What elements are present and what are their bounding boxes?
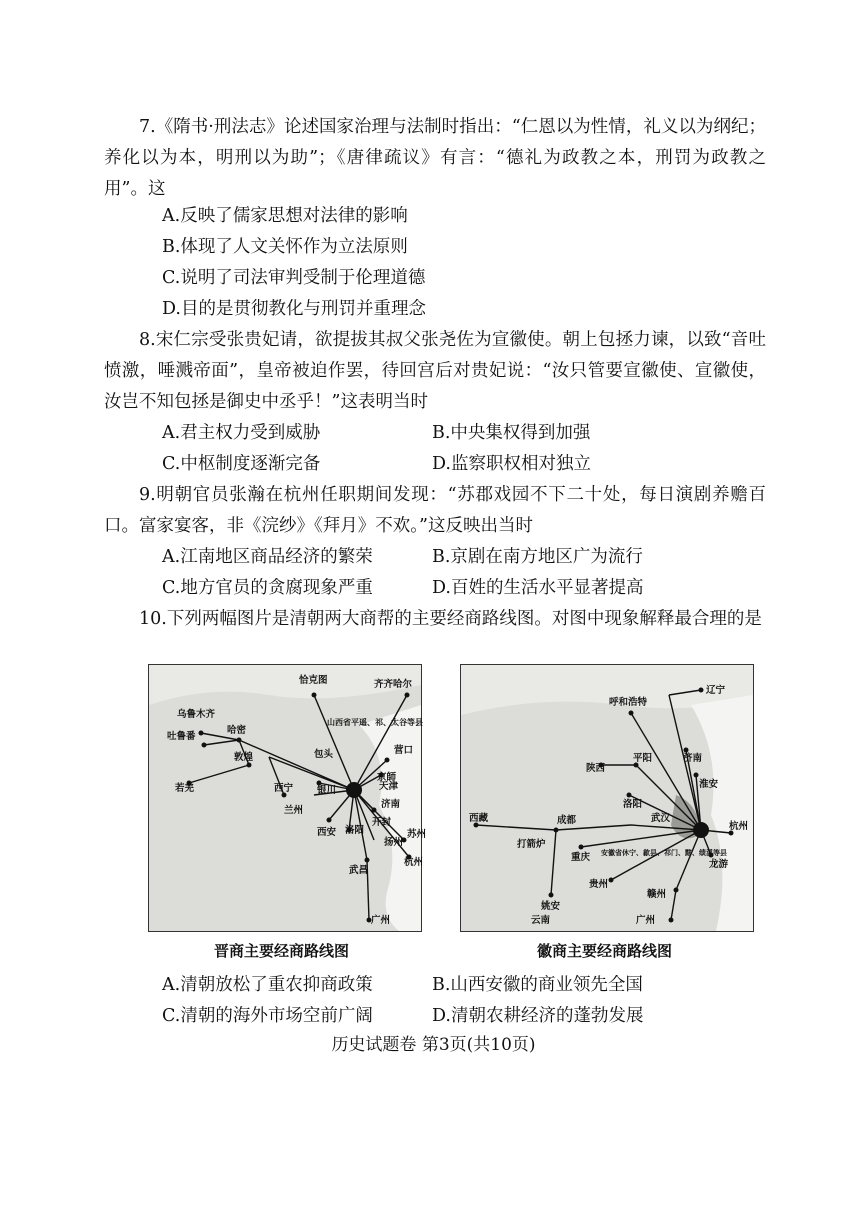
map-label: 山西省平遥、祁、太谷等县 — [327, 718, 423, 727]
q7-option-a[interactable]: A.反映了儒家思想对法律的影响 — [162, 206, 408, 226]
q9-option-d[interactable]: D.百姓的生活水平显著提高 — [432, 578, 644, 598]
q10-stem: 10.下列两幅图片是清朝两大商帮的主要经商路线图。对图中现象解释最合理的是 — [139, 609, 762, 629]
q7-stem: 7.《隋书·刑法志》论述国家治理与法制时指出：“仁恩以为性情，礼义以为纲纪；养化以为本，明刑以为助”；《唐律疏议》有言：“德礼为政教之本，刑罚为政教之用”。这 — [104, 117, 766, 199]
map-label: 呼和浩特 — [609, 697, 648, 708]
map-label: 天津 — [379, 781, 399, 792]
map-label: 安徽省休宁、歙县、祁门、黟、绩溪等县 — [601, 849, 727, 857]
map-label: 苏州 — [407, 829, 427, 840]
map-label: 包头 — [314, 749, 334, 760]
map-label: 武汉 — [651, 813, 671, 824]
map-label: 杭州 — [729, 821, 749, 832]
map-label: 若羌 — [175, 783, 195, 794]
jin-map-graphic — [149, 665, 427, 931]
map-label: 贵州 — [589, 879, 609, 890]
q8-option-a[interactable]: A.君主权力受到威胁 — [162, 423, 321, 443]
map-label: 济南 — [683, 753, 703, 764]
q10-option-d[interactable]: D.清朝农耕经济的蓬勃发展 — [432, 1006, 644, 1026]
map-label: 营口 — [394, 745, 414, 756]
q8-option-b[interactable]: B.中央集权得到加强 — [432, 423, 591, 443]
map-label: 京師 — [377, 772, 397, 783]
hui-merchants-route-map — [460, 664, 754, 932]
map-label: 洛阳 — [623, 799, 643, 810]
hui-map-graphic — [461, 665, 753, 931]
map-label: 吐鲁番 — [167, 731, 196, 742]
q7-option-c[interactable]: C.说明了司法审判受制于伦理道德 — [162, 268, 426, 288]
q8-stem: 8.宋仁宗受张贵妃请，欲提拔其叔父张尧佐为宣徽使。朝上包拯力谏，以致“音吐愤激，唾溅帝面”，皇帝被迫作罢，待回宫后对贵妃说：“汝只管要宣徽使、宣徽使，汝岂不知包拯是御史中丞乎！”这表明当时 — [104, 330, 766, 412]
jin-map-caption: 晋商主要经商路线图 — [214, 942, 350, 960]
map-label: 辽宁 — [706, 685, 726, 696]
q9-option-c[interactable]: C.地方官员的贪腐现象严重 — [162, 578, 373, 598]
q10-option-c[interactable]: C.清朝的海外市场空前广阔 — [162, 1006, 373, 1026]
map-label: 哈密 — [227, 725, 247, 736]
map-label: 成都 — [557, 815, 577, 826]
map-label: 洛阳 — [345, 825, 365, 836]
map-label: 武昌 — [349, 865, 369, 876]
map-label: 云南 — [531, 915, 551, 926]
q9-option-b[interactable]: B.京剧在南方地区广为流行 — [432, 547, 643, 567]
q7-option-d[interactable]: D.目的是贯彻教化与刑罚并重理念 — [162, 299, 426, 319]
map-label: 龙游 — [709, 859, 729, 870]
map-label: 打箭炉 — [517, 839, 546, 850]
hui-map-caption: 徽商主要经商路线图 — [537, 942, 673, 960]
map-label: 西藏 — [469, 813, 489, 824]
map-label: 开封 — [372, 817, 392, 828]
q10-option-a[interactable]: A.清朝放松了重农抑商政策 — [162, 975, 373, 995]
map-label: 赣州 — [647, 889, 667, 900]
q8-option-c[interactable]: C.中枢制度逐渐完备 — [162, 454, 321, 474]
map-label: 杭州 — [404, 857, 424, 868]
q10-option-b[interactable]: B.山西安徽的商业领先全国 — [432, 975, 643, 995]
map-label: 银川 — [317, 785, 337, 796]
map-label: 敦煌 — [234, 752, 254, 763]
map-label: 西安 — [317, 827, 337, 838]
map-label: 广州 — [371, 915, 391, 926]
map-label: 济南 — [381, 799, 401, 810]
map-label: 兰州 — [284, 805, 304, 816]
map-label: 平阳 — [633, 753, 653, 764]
map-label: 陕西 — [586, 763, 606, 774]
page-footer: 历史试题卷 第3页(共10页) — [331, 1035, 536, 1055]
map-label: 重庆 — [571, 852, 591, 863]
q7-option-b[interactable]: B.体现了人文关怀作为立法原则 — [162, 237, 408, 257]
map-label: 齐齐哈尔 — [374, 679, 413, 690]
map-label: 广州 — [636, 915, 656, 926]
q8-option-d[interactable]: D.监察职权相对独立 — [432, 454, 591, 474]
map-label: 乌鲁木齐 — [177, 709, 216, 720]
map-label: 西宁 — [274, 783, 294, 794]
map-label: 扬州 — [384, 837, 404, 848]
q9-option-a[interactable]: A.江南地区商品经济的繁荣 — [162, 547, 373, 567]
jin-merchants-route-map — [148, 664, 427, 932]
q9-stem: 9.明朝官员张瀚在杭州任职期间发现：“苏郡戏园不下二十处，每日演剧养赡百口。富家宴客，非《浣纱》《拜月》不欢。”这反映出当时 — [104, 485, 766, 536]
map-label: 恰克图 — [299, 675, 328, 686]
map-label: 姚安 — [541, 901, 561, 912]
map-label: 淮安 — [699, 779, 719, 790]
